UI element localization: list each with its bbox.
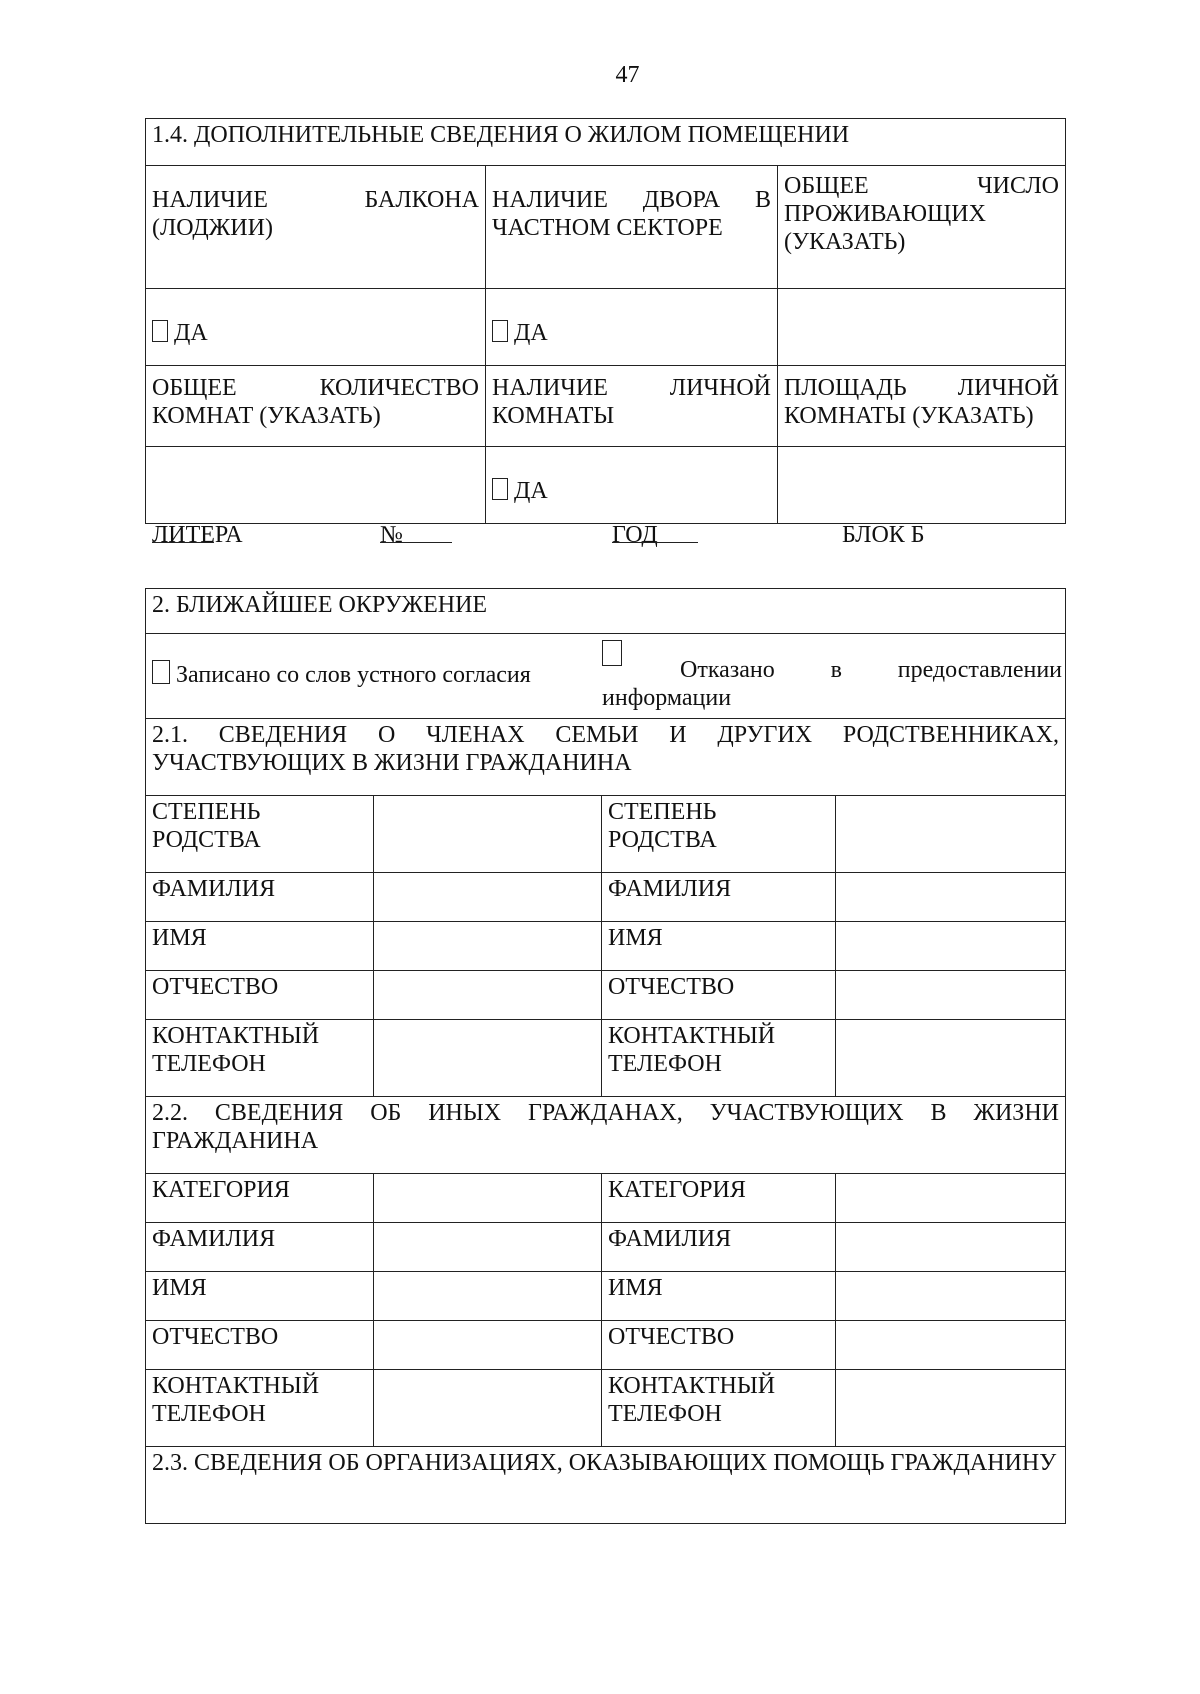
meta-line: ЛИТЕРА № ГОД БЛОК Б <box>152 522 925 548</box>
residents-count-field[interactable] <box>778 289 1066 366</box>
checkbox-icon[interactable] <box>492 320 508 342</box>
surname-field[interactable] <box>836 1223 1066 1272</box>
yard-label: НАЛИЧИЕ ДВОРА В ЧАСТНОМ СЕКТОРЕ <box>486 166 778 289</box>
name-label: ИМЯ <box>602 1272 836 1321</box>
subsection-title: 2.3. СВЕДЕНИЯ ОБ ОРГАНИЗАЦИЯХ, ОКАЗЫВАЮЩИХ ПОМОЩЬ ГРАЖДАНИНУ <box>146 1447 1066 1524</box>
consent-refused-label: Отказано в предоставлении <box>680 657 1062 683</box>
yes-label: ДА <box>514 478 548 504</box>
surname-field[interactable] <box>836 873 1066 922</box>
checkbox-icon[interactable] <box>602 640 622 666</box>
housing-details-table <box>145 118 1066 524</box>
relation-field[interactable] <box>374 796 602 873</box>
relation-label: СТЕПЕНЬ РОДСТВА <box>602 796 836 873</box>
phone-label: КОНТАКТНЫЙ ТЕЛЕФОН <box>602 1020 836 1097</box>
rooms-count-field[interactable] <box>146 447 486 524</box>
block-label: БЛОК Б <box>842 522 925 548</box>
own-room-label: НАЛИЧИЕ ЛИЧНОЙ КОМНАТЫ <box>486 366 778 447</box>
name-label: ИМЯ <box>146 1272 374 1321</box>
environment-table <box>145 588 1066 1524</box>
patronymic-field[interactable] <box>836 1321 1066 1370</box>
name-field[interactable] <box>836 922 1066 971</box>
surname-label: ФАМИЛИЯ <box>602 1223 836 1272</box>
surname-field[interactable] <box>374 1223 602 1272</box>
own-room-area-label: ПЛОЩАДЬ ЛИЧНОЙ КОМНАТЫ (УКАЗАТЬ) <box>778 366 1066 447</box>
subsection-title: 2.1. СВЕДЕНИЯ О ЧЛЕНАХ СЕМЬИ И ДРУГИХ РОДСТВЕННИКАХ, УЧАСТВУЮЩИХ В ЖИЗНИ ГРАЖДАНИНА <box>146 719 1066 796</box>
checkbox-icon[interactable] <box>152 660 170 684</box>
patronymic-field[interactable] <box>374 971 602 1020</box>
balcony-label: НАЛИЧИЕ БАЛКОНА (ЛОДЖИИ) <box>146 166 486 289</box>
category-label: КАТЕГОРИЯ <box>146 1174 374 1223</box>
yes-label: ДА <box>174 320 208 346</box>
section-title: 2. БЛИЖАЙШЕЕ ОКРУЖЕНИЕ <box>146 589 1066 634</box>
rooms-count-label: ОБЩЕЕ КОЛИЧЕСТВО КОМНАТ (УКАЗАТЬ) <box>146 366 486 447</box>
name-field[interactable] <box>374 1272 602 1321</box>
patronymic-field[interactable] <box>374 1321 602 1370</box>
consent-refused-option[interactable] <box>602 640 1062 712</box>
patronymic-label: ОТЧЕСТВО <box>146 1321 374 1370</box>
surname-label: ФАМИЛИЯ <box>602 873 836 922</box>
phone-field[interactable] <box>836 1020 1066 1097</box>
category-label: КАТЕГОРИЯ <box>602 1174 836 1223</box>
phone-label: КОНТАКТНЫЙ ТЕЛЕФОН <box>146 1020 374 1097</box>
relation-label: СТЕПЕНЬ РОДСТВА <box>146 796 374 873</box>
phone-field[interactable] <box>836 1370 1066 1447</box>
phone-label: КОНТАКТНЫЙ ТЕЛЕФОН <box>146 1370 374 1447</box>
phone-field[interactable] <box>374 1370 602 1447</box>
section-title: 1.4. ДОПОЛНИТЕЛЬНЫЕ СВЕДЕНИЯ О ЖИЛОМ ПОМЕЩЕНИИ <box>146 119 1066 166</box>
checkbox-icon[interactable] <box>152 320 168 342</box>
surname-label: ФАМИЛИЯ <box>146 1223 374 1272</box>
patronymic-field[interactable] <box>836 971 1066 1020</box>
subsection-title: 2.2. СВЕДЕНИЯ ОБ ИНЫХ ГРАЖДАНАХ, УЧАСТВУЮЩИХ В ЖИЗНИ ГРАЖДАНИНА <box>146 1097 1066 1174</box>
category-field[interactable] <box>836 1174 1066 1223</box>
consent-refused-label-2: информации <box>602 685 732 711</box>
consent-verbal-option[interactable] <box>152 660 531 689</box>
balcony-yes-cell[interactable] <box>146 289 486 366</box>
name-label: ИМЯ <box>146 922 374 971</box>
relation-field[interactable] <box>836 796 1066 873</box>
category-field[interactable] <box>374 1174 602 1223</box>
yes-label: ДА <box>514 320 548 346</box>
patronymic-label: ОТЧЕСТВО <box>602 1321 836 1370</box>
yard-yes-cell[interactable] <box>486 289 778 366</box>
phone-label: КОНТАКТНЫЙ ТЕЛЕФОН <box>602 1370 836 1447</box>
name-field[interactable] <box>836 1272 1066 1321</box>
surname-field[interactable] <box>374 873 602 922</box>
consent-row <box>146 634 1066 719</box>
patronymic-label: ОТЧЕСТВО <box>146 971 374 1020</box>
own-room-yes-cell[interactable] <box>486 447 778 524</box>
surname-label: ФАМИЛИЯ <box>146 873 374 922</box>
own-room-area-field[interactable] <box>778 447 1066 524</box>
name-label: ИМЯ <box>602 922 836 971</box>
name-field[interactable] <box>374 922 602 971</box>
page-number: 47 <box>615 62 640 88</box>
consent-verbal-label: Записано со слов устного согласия <box>176 662 531 688</box>
residents-count-label: ОБЩЕЕ ЧИСЛО ПРОЖИВАЮЩИХ (УКАЗАТЬ) <box>778 166 1066 289</box>
phone-field[interactable] <box>374 1020 602 1097</box>
checkbox-icon[interactable] <box>492 478 508 500</box>
patronymic-label: ОТЧЕСТВО <box>602 971 836 1020</box>
